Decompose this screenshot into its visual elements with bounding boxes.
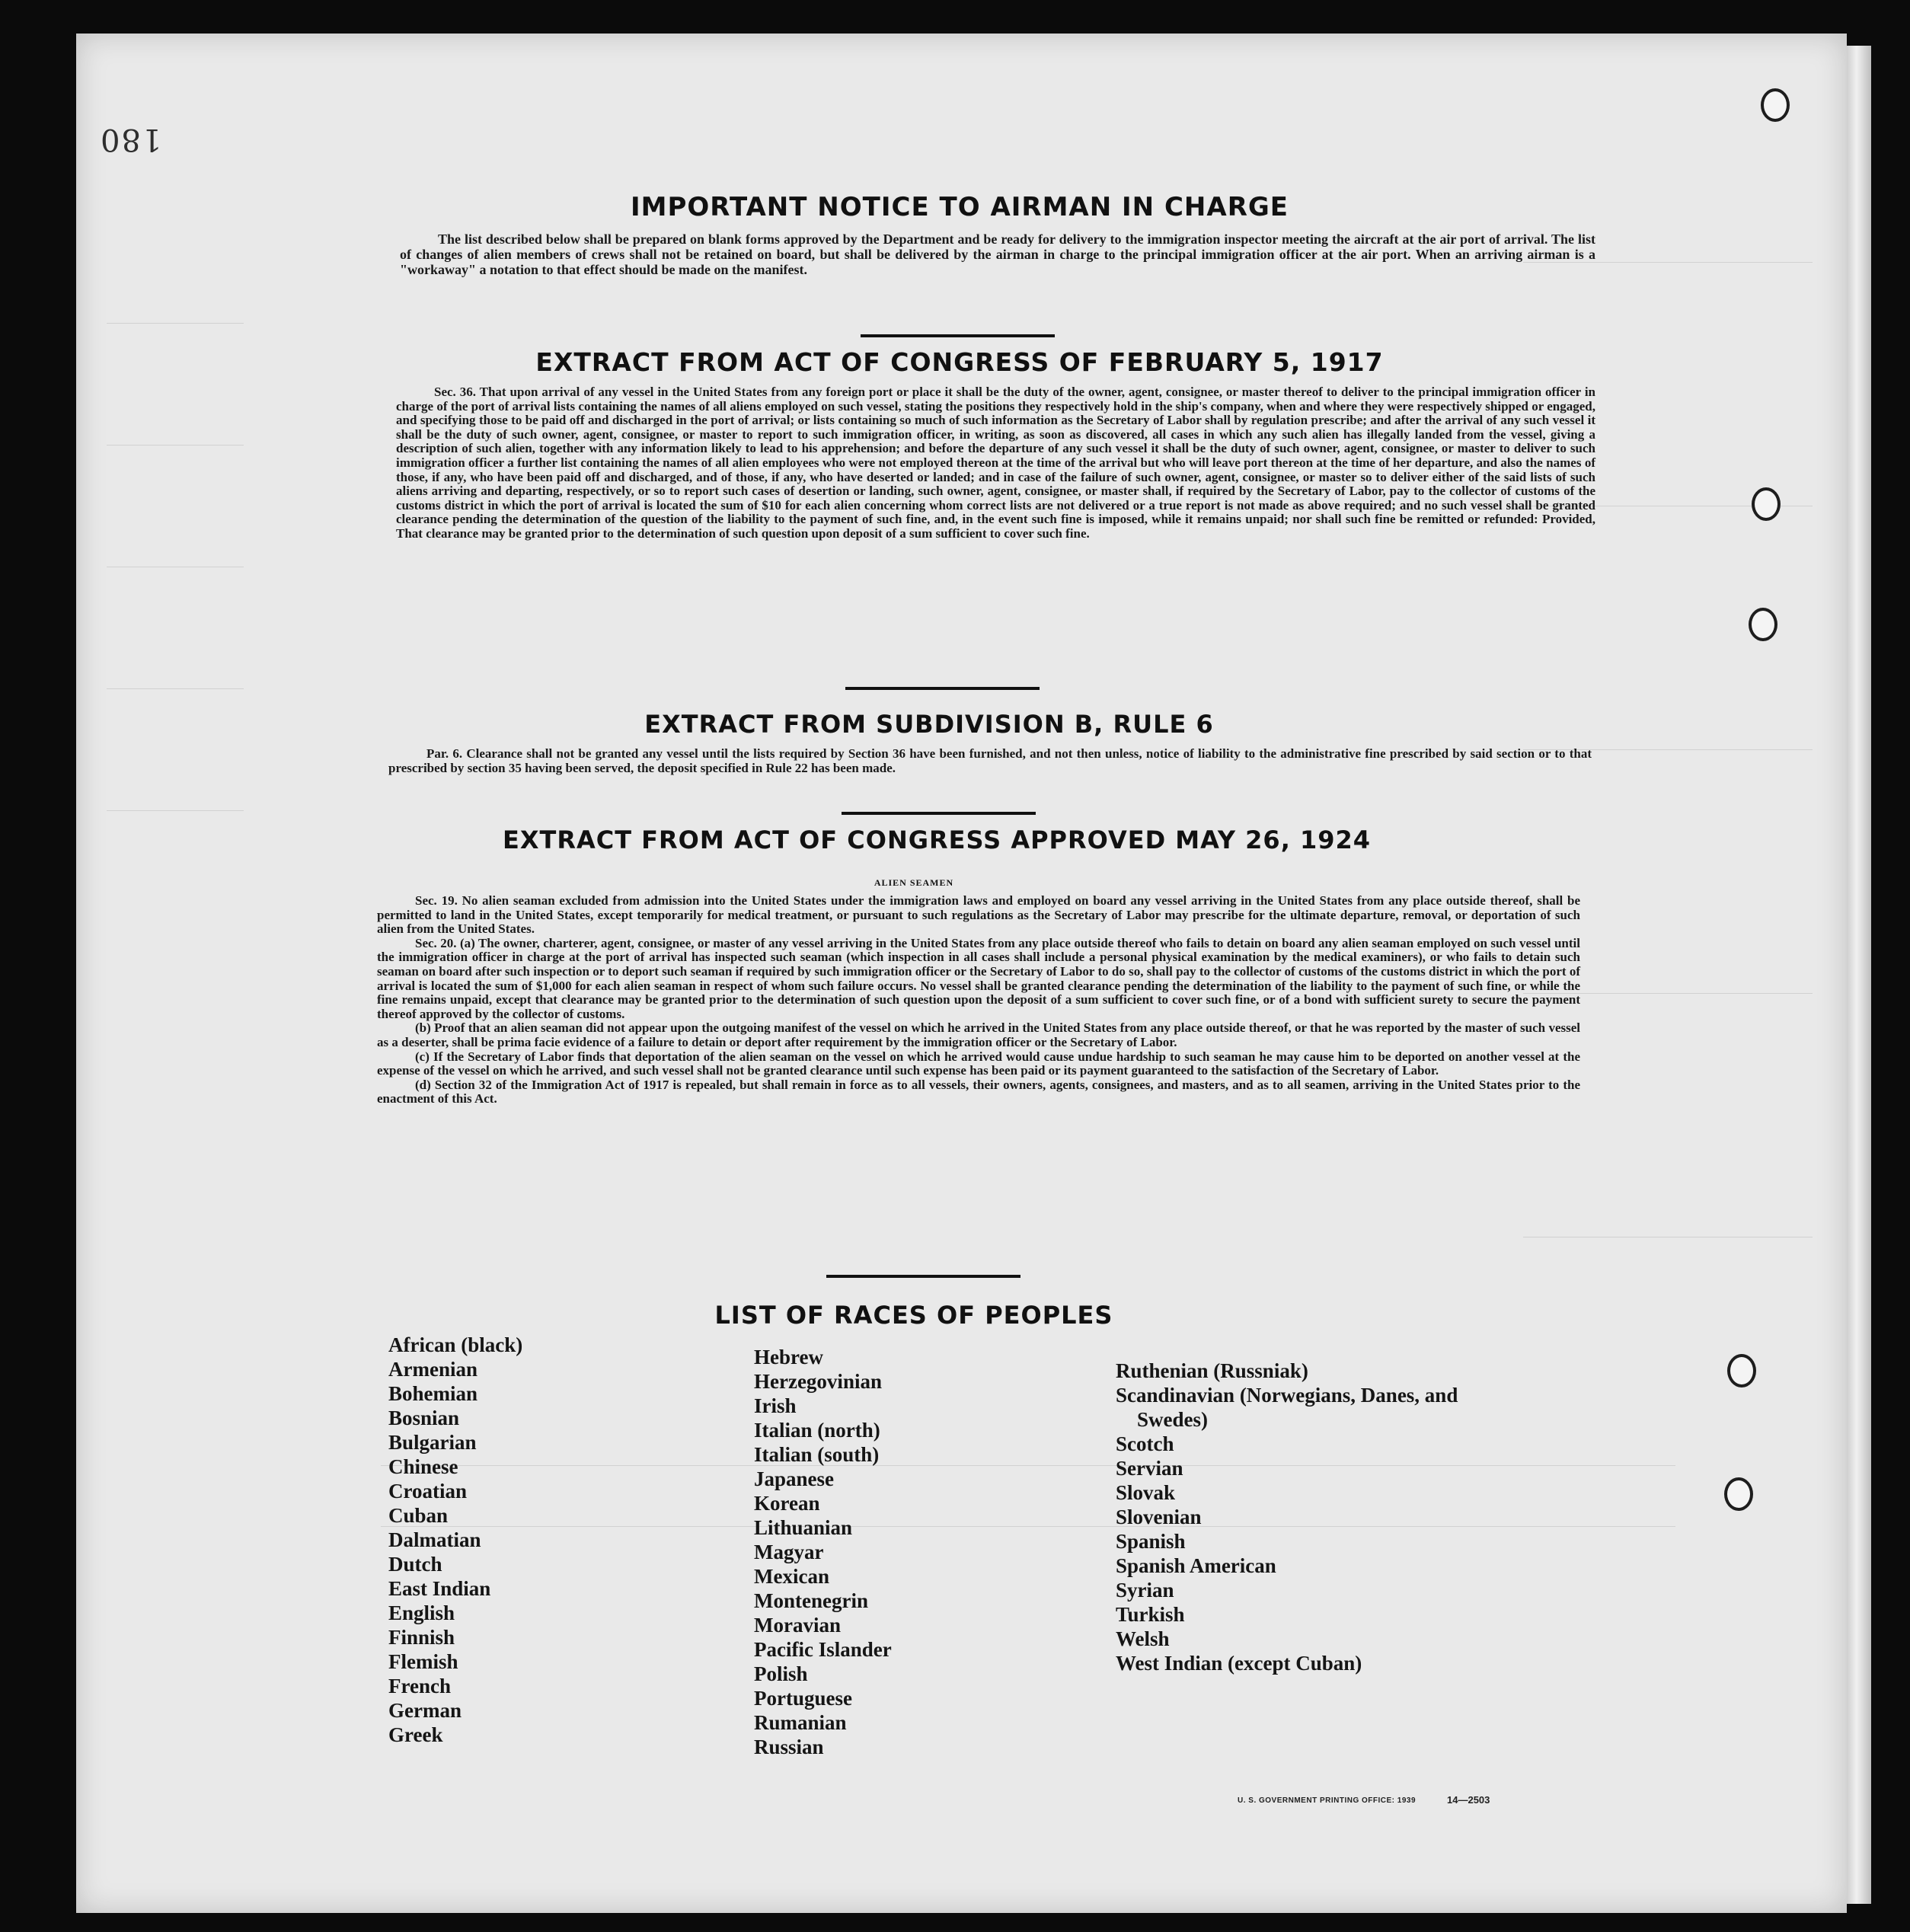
race-item: West Indian (except Cuban) [1116, 1652, 1362, 1675]
bleed-through-rule [381, 1526, 1675, 1527]
race-item: Finnish [388, 1626, 455, 1649]
act-1924-paragraph-2: Sec. 20. (a) The owner, charterer, agent, consignee, or master of any vessel arriving in the United States from any place outside thereof who fails to detain on board any alien seaman employed on such vessel until the immigration officer in charge at the port of arrival has inspected such seaman (which inspection in all cases shall include a personal physical examination by the medical examiners), or who fails to detain such seaman on board after such inspection or to deport such seaman if required by such immigration officer or the Secretary of Labor to do so, shall pay to the collector of customs of the customs district in which the port of arrival is located the sum of $1,000 for each alien seaman in respect of whom such failure occurs. No vessel shall be granted clearance pending the determination of the liability to the payment of such fine, or while the fine remains unpaid, except that clearance may be granted prior to the determination of such question upon the deposit of a sum sufficient to cover such fine, or of a bond with sufficient surety to secure the payment thereof approved by the collector of customs. [377, 935, 1580, 1021]
race-item: Japanese [754, 1467, 835, 1490]
race-item: Russian [754, 1736, 824, 1758]
race-item: East Indian [388, 1577, 491, 1600]
race-item: Servian [1116, 1457, 1183, 1480]
race-item: Scotch [1116, 1432, 1174, 1455]
bleed-through-rule [107, 688, 244, 689]
race-item: Scandinavian (Norwegians, Danes, and Swedes) [1116, 1384, 1458, 1431]
race-item: Mexican [754, 1565, 829, 1588]
act-1924-paragraph-5: (d) Section 32 of the Immigration Act of 1917 is repealed, but shall remain in force as to all vessels, their owners, agents, consignees, and masters, and as to all seamen, arriving in the United States prior to the enactment of this Act. [377, 1077, 1580, 1107]
race-item: Magyar [754, 1541, 824, 1563]
rule-6-paragraph: Par. 6. Clearance shall not be granted any vessel until the lists required by Section 36 have been furnished, and not then unless, notice of liability to the administrative fine prescribed by said section or to that prescribed by section 35 having been served, the deposit specified in Rule 22 has been made. [388, 746, 1592, 775]
race-item: Turkish [1116, 1603, 1185, 1626]
rule-6-title: EXTRACT FROM SUBDIVISION B, RULE 6 [644, 710, 1214, 739]
race-item: Flemish [388, 1650, 458, 1673]
race-item: German [388, 1699, 462, 1722]
act-1924-paragraph-3: (b) Proof that an alien seaman did not appear upon the outgoing manifest of the vessel on which he arrived in the United States from any place outside thereof, or that he was reported by the master of such vessel as a deserter, shall be prima facie evidence of a failure to detain or deport after requirement by the immigration officer or the Secretary of Labor. [377, 1020, 1580, 1049]
act-1917-title: EXTRACT FROM ACT OF CONGRESS OF FEBRUARY 5, 1917 [535, 347, 1384, 377]
races-title: LIST OF RACES OF PEOPLES [714, 1301, 1113, 1330]
race-item: Dutch [388, 1553, 442, 1576]
bleed-through-rule [107, 810, 244, 811]
act-1924-title: EXTRACT FROM ACT OF CONGRESS APPROVED MAY 26, 1924 [502, 825, 1372, 854]
punch-hole-icon [1727, 1354, 1756, 1388]
race-item: Chinese [388, 1455, 458, 1478]
bleed-through-rule [381, 1465, 1675, 1466]
race-item: Herzegovinian [754, 1370, 882, 1393]
race-item: Italian (south) [754, 1443, 880, 1466]
document-sheet [76, 34, 1847, 1913]
race-item: Armenian [388, 1358, 478, 1381]
act-1924-subtitle: ALIEN SEAMEN [874, 877, 954, 888]
underlying-sheet-edge [1847, 46, 1871, 1904]
race-item: African (black) [388, 1333, 523, 1356]
notice-paragraph: The list described below shall be prepared on blank forms approved by the Department and be ready for delivery to the immigration inspector meeting the aircraft at the air port of arrival. The list of changes of alien members of crews shall not be retained on board, but shall be delivered by the airman in charge to the principal immigration officer at the air port. When an arriving airman is a "workaway" a notation to that effect should be made on the manifest. [400, 232, 1595, 277]
race-item: Slovak [1116, 1481, 1176, 1504]
race-item: Rumanian [754, 1711, 847, 1734]
section-divider [842, 812, 1036, 815]
act-1917-text [396, 385, 1595, 541]
section-divider [845, 687, 1040, 690]
race-item: Ruthenian (Russniak) [1116, 1359, 1308, 1382]
punch-hole-icon [1761, 88, 1790, 122]
race-item: Spanish American [1116, 1554, 1276, 1577]
bleed-through-rule [107, 323, 244, 324]
race-item: Cuban [388, 1504, 449, 1527]
race-item: Moravian [754, 1614, 841, 1637]
race-item: Polish [754, 1662, 808, 1685]
race-item: Greek [388, 1723, 443, 1746]
race-item: English [388, 1601, 455, 1624]
punch-hole-icon [1749, 608, 1777, 641]
race-item: Bulgarian [388, 1431, 477, 1454]
rule-6-text [388, 746, 1592, 775]
race-item: Italian (north) [754, 1419, 880, 1442]
form-number: 14—2503 [1447, 1794, 1490, 1806]
section-divider [861, 334, 1055, 337]
race-item: Bohemian [388, 1382, 478, 1405]
races-column-1 [388, 1333, 522, 1747]
punch-hole-icon [1724, 1477, 1753, 1511]
race-item: Lithuanian [754, 1516, 853, 1539]
races-column-2 [754, 1345, 892, 1759]
race-item: Irish [754, 1394, 797, 1417]
race-item: Bosnian [388, 1407, 460, 1429]
race-item: French [388, 1675, 451, 1697]
race-item: Pacific Islander [754, 1638, 892, 1661]
race-item: Spanish [1116, 1530, 1186, 1553]
printing-office-imprint: U. S. GOVERNMENT PRINTING OFFICE: 1939 [1238, 1796, 1417, 1805]
notice-text [400, 232, 1595, 277]
race-item: Slovenian [1116, 1506, 1202, 1528]
race-item: Dalmatian [388, 1528, 481, 1551]
punch-hole-icon [1752, 487, 1781, 521]
notice-title: IMPORTANT NOTICE TO AIRMAN IN CHARGE [630, 192, 1289, 222]
race-item: Croatian [388, 1480, 468, 1502]
race-item: Korean [754, 1492, 820, 1515]
race-item: Syrian [1116, 1579, 1174, 1601]
act-1924-text [377, 894, 1580, 1107]
section-divider [826, 1275, 1020, 1278]
folio-number: 180 [99, 122, 162, 157]
race-item: Welsh [1116, 1627, 1170, 1650]
act-1924-paragraph-4: (c) If the Secretary of Labor finds that deportation of the alien seaman on the vessel on which he arrived would cause undue hardship to such seaman he may cause him to be deported on another vessel at the expense of the vessel on which he arrived, and such vessel shall not be granted clearance until such expense has been paid or its payment guaranteed to the satisfaction of the Secretary of Labor. [377, 1049, 1580, 1078]
race-item: Montenegrin [754, 1589, 868, 1612]
race-item: Hebrew [754, 1346, 823, 1368]
race-item: Portuguese [754, 1687, 852, 1710]
races-column-3 [1116, 1359, 1472, 1675]
act-1917-paragraph: Sec. 36. That upon arrival of any vessel in the United States from any foreign port or place it shall be the duty of the owner, agent, consignee, or master thereof to deliver to the principal immigration officer in charge of the port of arrival lists containing the names of all aliens employed on such vessel, stating the positions they respectively hold in the ship's company, when and where they were respectively shipped or engaged, and specifying those to be paid off and discharged in the port of arrival; or lists containing so much of such information as the Secretary of Labor shall by regulation prescribe; and after the arrival of any such vessel it shall be the duty of such owner, agent, consignee, or master to report to such immigration officer, in writing, as soon as discovered, all cases in which any such alien has illegally landed from the vessel, giving a description of such alien, together with any information likely to lead to his apprehension; and before the departure of any such vessel it shall be the duty of such owner, agent, consignee, or master to deliver to such immigration officer a further list containing the names of all alien employees who were not employed thereon at the time of the arrival but who will leave port thereon at the time of her departure, and also the names of those, if any, who have been paid off and discharged, and of those, if any, who have deserted or landed; and in case of the failure of such owner, agent, consignee, or master so to deliver either of the said lists of such aliens arriving and departing, respectively, or so to report such cases of desertion or landing, such owner, agent, consignee, or master shall, if required by the Secretary of Labor, pay to the collector of customs of the customs district in which the port of arrival is located the sum of $10 for each alien concerning whom correct lists are not delivered or a true report is not made as above required; and no such vessel shall be granted clearance pending the determination of the question of the liability to the payment of such fine, and, in the event such fine is imposed, while it remains unpaid; nor shall such fine be remitted or refunded: Provided, That clearance may be granted prior to the determination of such question upon deposit of a sum sufficient to cover such fine. [396, 385, 1595, 541]
act-1924-paragraph-1: Sec. 19. No alien seaman excluded from admission into the United States under the immigration laws and employed on board any vessel arriving in the United States from any place outside thereof, shall be permitted to land in the United States, except temporarily for medical treatment, or pursuant to such regulations as the Secretary of Labor may prescribe for the ultimate departure, removal, or deportation of such alien from the United States. [377, 893, 1580, 937]
